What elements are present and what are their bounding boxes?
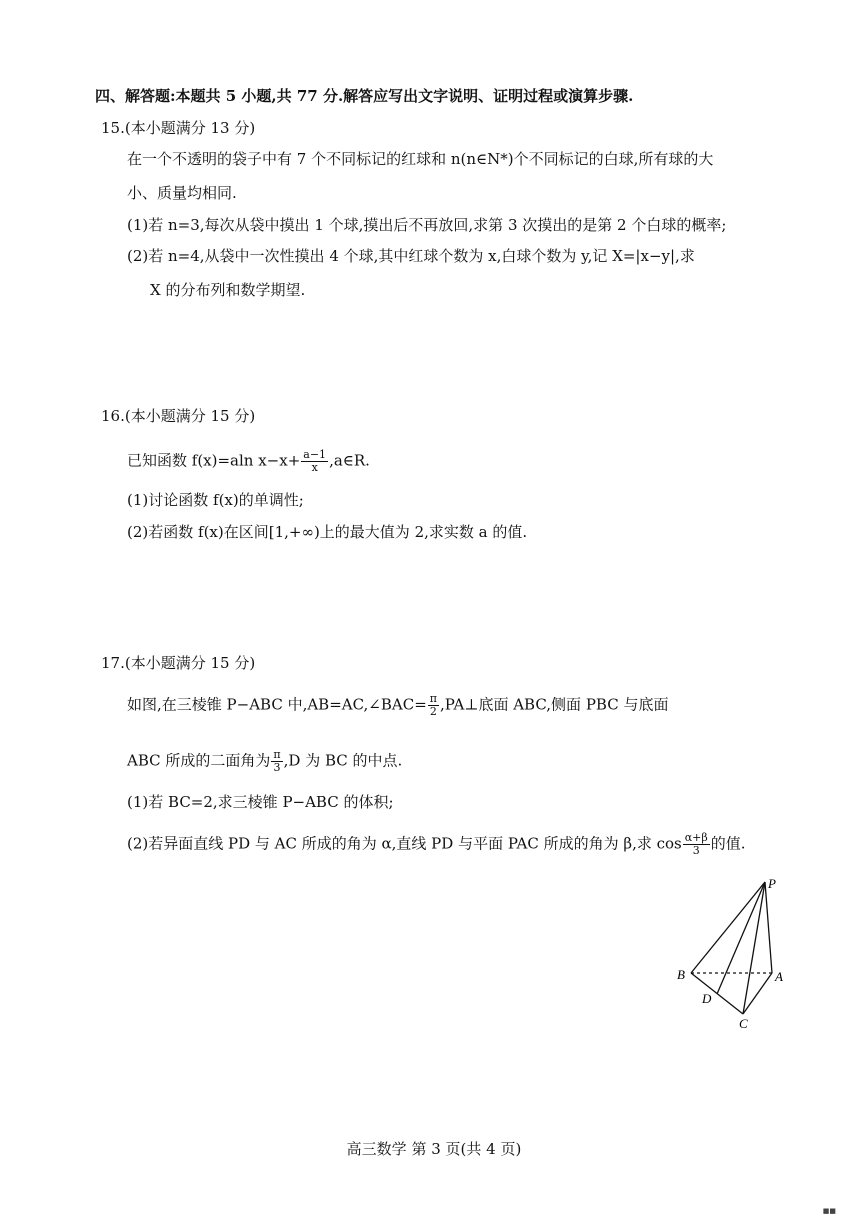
q17-part2-post: 的值.: [710, 834, 746, 853]
label-B: B: [677, 967, 685, 982]
q17-fraction-3: [683, 832, 710, 857]
q15-part2-line1: (2)若 n=4,从袋中一次性摸出 4 个球,其中红球个数为 x,白球个数为 y,记 X=|x−y|,求: [127, 247, 695, 265]
q17-stmt1-post: ,PA⊥底面 ABC,侧面 PBC 与底面: [440, 695, 669, 714]
q16-fraction-num: a−1: [303, 448, 327, 461]
edge-BC: [691, 973, 743, 1014]
edge-PC: [743, 882, 765, 1014]
q15-intro-2: 小、质量均相同.: [127, 184, 237, 202]
label-C: C: [739, 1016, 748, 1031]
q17-fraction-3-den: 3: [692, 844, 700, 857]
q17-fraction-3-num: α+β: [684, 831, 708, 844]
q16-fraction: [301, 449, 328, 474]
edge-PB: [691, 882, 765, 973]
q17-heading: 17.(本小题满分 15 分): [101, 654, 256, 672]
q17-stmt1-pre: 如图,在三棱锥 P−ABC 中,AB=AC,∠BAC=: [127, 695, 427, 714]
q17-part1: (1)若 BC=2,求三棱锥 P−ABC 的体积;: [127, 793, 394, 811]
q16-part1: (1)讨论函数 f(x)的单调性;: [127, 491, 304, 509]
q17-fraction-2-num: π: [273, 748, 281, 761]
q17-stmt2-pre: ABC 所成的二面角为: [127, 751, 271, 770]
q17-part2: [127, 832, 746, 857]
edge-PA: [765, 882, 772, 973]
q17-fraction-2: [271, 749, 282, 774]
pyramid-figure: [668, 872, 788, 1037]
q15-intro-1: 在一个不透明的袋子中有 7 个不同标记的红球和 n(n∈N*)个不同标记的白球,所有球的大: [127, 150, 714, 168]
q17-fraction-2-den: 3: [273, 761, 281, 774]
edge-CA: [743, 973, 772, 1014]
q16-part2: (2)若函数 f(x)在区间[1,+∞)上的最大值为 2,求实数 a 的值.: [127, 523, 528, 541]
label-D: D: [702, 991, 712, 1006]
q17-fraction-1: [428, 693, 439, 718]
edge-PD: [717, 882, 765, 994]
q17-stmt2-post: ,D 为 BC 的中点.: [283, 751, 403, 770]
page-footer: 高三数学 第 3 页(共 4 页): [346, 1140, 522, 1158]
q16-statement-post: ,a∈R.: [329, 451, 370, 470]
watermark-logo: ■■: [822, 1207, 836, 1215]
q17-fraction-1-den: 2: [429, 705, 437, 718]
q16-fraction-den: x: [311, 461, 318, 474]
q17-statement-line1: [127, 693, 668, 718]
q17-statement-line2: [127, 749, 402, 774]
section-header: 四、解答题:本题共 5 小题,共 77 分.解答应写出文字说明、证明过程或演算步骤.: [95, 87, 634, 105]
label-P: P: [768, 876, 776, 891]
q15-heading: 15.(本小题满分 13 分): [101, 119, 256, 137]
q17-part2-pre: (2)若异面直线 PD 与 AC 所成的角为 α,直线 PD 与平面 PAC 所成的角为 β,求 cos: [127, 834, 682, 853]
q16-statement-pre: 已知函数 f(x)=aln x−x+: [127, 451, 301, 470]
q16-statement: [127, 449, 370, 474]
label-A: A: [775, 969, 783, 984]
q15-part2-line2: X 的分布列和数学期望.: [150, 281, 306, 299]
q15-part1: (1)若 n=3,每次从袋中摸出 1 个球,摸出后不再放回,求第 3 次摸出的是第 2 个白球的概率;: [127, 216, 727, 234]
q17-fraction-1-num: π: [429, 692, 438, 705]
q16-heading: 16.(本小题满分 15 分): [101, 407, 256, 425]
